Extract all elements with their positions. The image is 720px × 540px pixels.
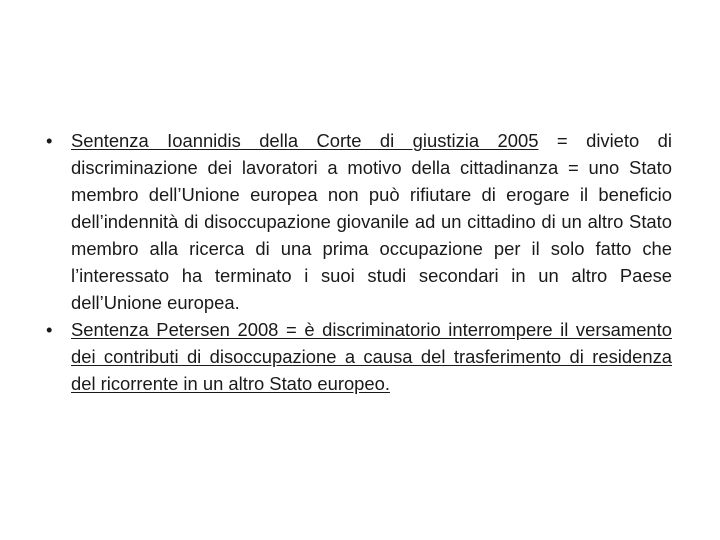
bullet-item-ioannidis	[46, 127, 672, 316]
ruling-title-ioannidis: Sentenza Ioannidis della Corte di giustizia 2005	[71, 130, 539, 151]
ruling-text-ioannidis: = divieto di discriminazione dei lavoratori a motivo della cittadinanza = uno Stato membro dell’Unione europea non può rifiutare di erogare il beneficio dell’indennità di disoccupazione giovanile ad un cittadino di un altro Stato membro alla ricerca di una prima occupazione per il solo fatto che l’interessato ha terminato i suoi studi secondari in un altro Paese dell’Unione europea.	[71, 130, 673, 313]
bullet-icon: •	[46, 130, 53, 151]
bullet-icon: •	[46, 319, 53, 340]
bullet-list	[46, 127, 672, 397]
bullet-item-petersen	[46, 316, 672, 397]
ruling-text-petersen: Sentenza Petersen 2008 = è discriminatorio interrompere il versamento dei contributi di disoccupazione a causa del trasferimento di residenza del ricorrente in un altro Stato europeo.	[71, 319, 672, 394]
